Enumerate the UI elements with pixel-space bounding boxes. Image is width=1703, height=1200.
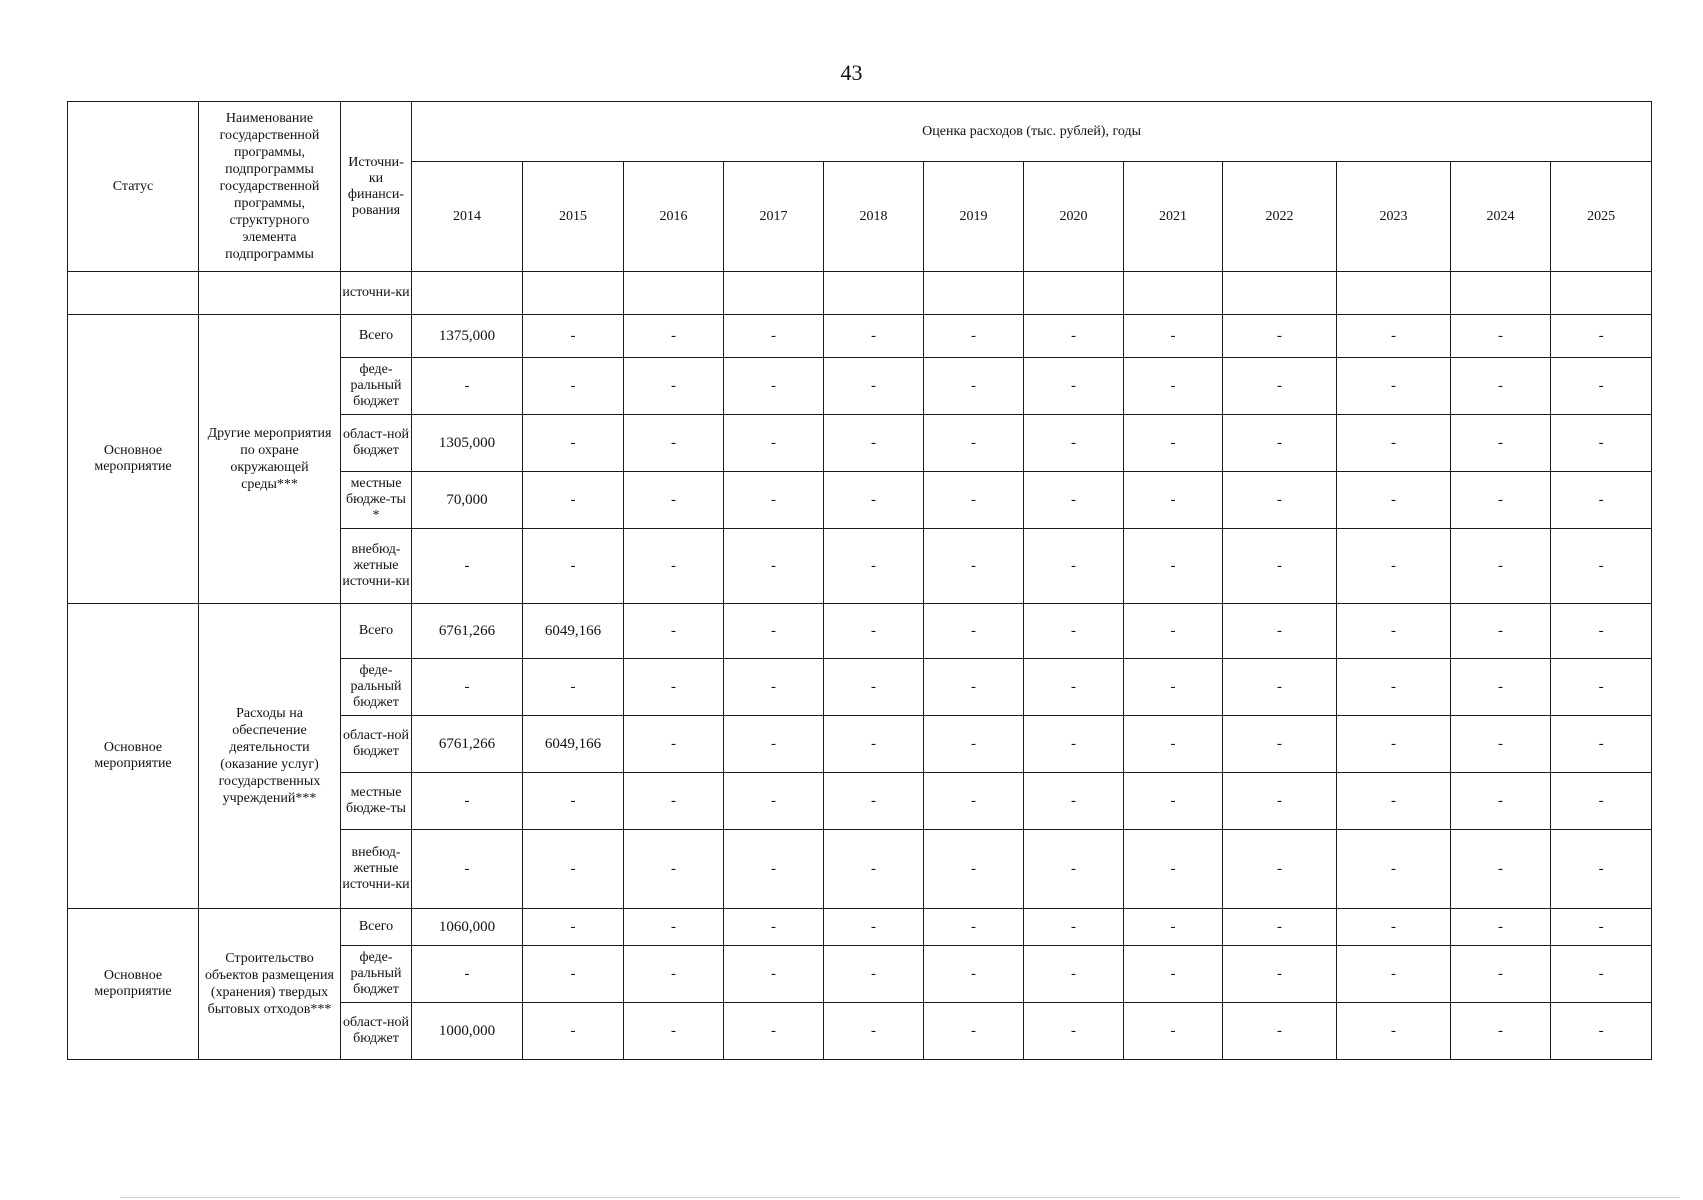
- value-cell: -: [1337, 716, 1451, 773]
- funding-source-cell: Всего: [341, 604, 412, 659]
- value-cell: -: [624, 358, 724, 415]
- value-cell: -: [724, 604, 824, 659]
- value-cell: 6761,266: [412, 604, 523, 659]
- header-program-name: Наименование государственной программы, подпрограммы государственной программы, структурного элемента подпрограммы: [199, 102, 341, 272]
- value-cell: -: [1451, 472, 1551, 529]
- value-cell: 1000,000: [412, 1003, 523, 1060]
- value-cell: -: [1551, 529, 1652, 604]
- header-year: 2021: [1124, 162, 1223, 272]
- header-year: 2015: [523, 162, 624, 272]
- value-cell: -: [1451, 1003, 1551, 1060]
- value-cell: -: [1451, 604, 1551, 659]
- value-cell: 1375,000: [412, 315, 523, 358]
- header-year: 2014: [412, 162, 523, 272]
- value-cell: -: [1451, 659, 1551, 716]
- value-cell: -: [924, 315, 1024, 358]
- value-cell: [1024, 272, 1124, 315]
- value-cell: -: [1337, 604, 1451, 659]
- value-cell: -: [523, 358, 624, 415]
- table-row: [68, 315, 1652, 358]
- value-cell: -: [1024, 659, 1124, 716]
- value-cell: -: [412, 830, 523, 909]
- value-cell: -: [523, 773, 624, 830]
- value-cell: -: [724, 315, 824, 358]
- funding-source-cell: област-ной бюджет: [341, 415, 412, 472]
- value-cell: [1337, 272, 1451, 315]
- header-status: Статус: [68, 102, 199, 272]
- value-cell: -: [824, 716, 924, 773]
- value-cell: -: [1124, 659, 1223, 716]
- value-cell: -: [1223, 358, 1337, 415]
- value-cell: -: [824, 472, 924, 529]
- header-funding-source: Источни-ки финанси-рования: [341, 102, 412, 272]
- value-cell: -: [1124, 909, 1223, 946]
- budget-table: [67, 101, 1652, 1060]
- value-cell: -: [924, 909, 1024, 946]
- value-cell: -: [523, 472, 624, 529]
- value-cell: -: [1551, 773, 1652, 830]
- value-cell: -: [1337, 946, 1451, 1003]
- value-cell: -: [1451, 773, 1551, 830]
- value-cell: -: [924, 1003, 1024, 1060]
- value-cell: 1305,000: [412, 415, 523, 472]
- value-cell: -: [924, 946, 1024, 1003]
- program-name-cell: Строительство объектов размещения (хранения) твердых бытовых отходов***: [199, 909, 341, 1060]
- value-cell: 6049,166: [523, 716, 624, 773]
- value-cell: -: [1337, 315, 1451, 358]
- value-cell: 70,000: [412, 472, 523, 529]
- value-cell: -: [1024, 604, 1124, 659]
- value-cell: -: [1451, 358, 1551, 415]
- value-cell: -: [1551, 315, 1652, 358]
- budget-table-container: [67, 101, 1651, 1060]
- value-cell: -: [1124, 604, 1223, 659]
- value-cell: -: [1124, 315, 1223, 358]
- value-cell: [1124, 272, 1223, 315]
- value-cell: -: [724, 773, 824, 830]
- value-cell: -: [1124, 716, 1223, 773]
- value-cell: -: [1451, 529, 1551, 604]
- value-cell: -: [624, 946, 724, 1003]
- table-body: [68, 272, 1652, 1060]
- value-cell: -: [624, 472, 724, 529]
- value-cell: -: [824, 415, 924, 472]
- value-cell: -: [724, 358, 824, 415]
- value-cell: -: [1551, 946, 1652, 1003]
- value-cell: [624, 272, 724, 315]
- value-cell: -: [924, 415, 1024, 472]
- value-cell: -: [624, 659, 724, 716]
- value-cell: -: [824, 830, 924, 909]
- value-cell: -: [1124, 830, 1223, 909]
- header-year: 2025: [1551, 162, 1652, 272]
- value-cell: [1223, 272, 1337, 315]
- value-cell: -: [1024, 1003, 1124, 1060]
- value-cell: -: [1551, 604, 1652, 659]
- value-cell: -: [824, 659, 924, 716]
- value-cell: -: [1024, 773, 1124, 830]
- value-cell: -: [1451, 946, 1551, 1003]
- value-cell: -: [924, 659, 1024, 716]
- status-cell: Основное мероприятие: [68, 909, 199, 1060]
- value-cell: -: [412, 773, 523, 830]
- value-cell: -: [1551, 909, 1652, 946]
- funding-source-cell: внебюд-жетные источни-ки: [341, 529, 412, 604]
- value-cell: -: [1223, 529, 1337, 604]
- value-cell: -: [1024, 946, 1124, 1003]
- value-cell: -: [824, 1003, 924, 1060]
- value-cell: -: [412, 946, 523, 1003]
- value-cell: [824, 272, 924, 315]
- value-cell: -: [1223, 1003, 1337, 1060]
- value-cell: -: [1024, 415, 1124, 472]
- funding-source-cell: феде-ральный бюджет: [341, 946, 412, 1003]
- value-cell: -: [624, 909, 724, 946]
- value-cell: -: [1451, 830, 1551, 909]
- value-cell: -: [724, 1003, 824, 1060]
- value-cell: -: [624, 773, 724, 830]
- value-cell: [412, 272, 523, 315]
- header-year: 2017: [724, 162, 824, 272]
- value-cell: -: [1223, 716, 1337, 773]
- value-cell: -: [624, 716, 724, 773]
- value-cell: 6049,166: [523, 604, 624, 659]
- value-cell: -: [924, 358, 1024, 415]
- funding-source-cell: внебюд-жетные источни-ки: [341, 830, 412, 909]
- value-cell: -: [1223, 659, 1337, 716]
- header-year: 2016: [624, 162, 724, 272]
- value-cell: -: [1024, 909, 1124, 946]
- funding-source-cell: област-ной бюджет: [341, 716, 412, 773]
- program-name-cell: [199, 272, 341, 315]
- funding-source-cell: Всего: [341, 909, 412, 946]
- value-cell: -: [1024, 315, 1124, 358]
- value-cell: -: [1337, 358, 1451, 415]
- value-cell: [1551, 272, 1652, 315]
- value-cell: -: [824, 358, 924, 415]
- value-cell: -: [624, 315, 724, 358]
- value-cell: -: [624, 1003, 724, 1060]
- value-cell: -: [1024, 358, 1124, 415]
- scan-artifact-line: [120, 1197, 1680, 1198]
- header-year: 2018: [824, 162, 924, 272]
- value-cell: -: [624, 415, 724, 472]
- value-cell: -: [1337, 659, 1451, 716]
- value-cell: -: [824, 315, 924, 358]
- status-cell: Основное мероприятие: [68, 604, 199, 909]
- value-cell: -: [924, 604, 1024, 659]
- value-cell: -: [1551, 415, 1652, 472]
- value-cell: -: [1337, 773, 1451, 830]
- value-cell: -: [924, 773, 1024, 830]
- value-cell: -: [1337, 830, 1451, 909]
- value-cell: -: [1451, 415, 1551, 472]
- value-cell: -: [1551, 1003, 1652, 1060]
- value-cell: -: [1451, 909, 1551, 946]
- value-cell: -: [1551, 659, 1652, 716]
- value-cell: [523, 272, 624, 315]
- value-cell: -: [1337, 472, 1451, 529]
- value-cell: -: [1223, 830, 1337, 909]
- status-cell: Основное мероприятие: [68, 315, 199, 604]
- value-cell: 1060,000: [412, 909, 523, 946]
- funding-source-cell: местные бюдже-ты: [341, 773, 412, 830]
- value-cell: -: [1124, 1003, 1223, 1060]
- value-cell: -: [412, 358, 523, 415]
- value-cell: -: [1024, 472, 1124, 529]
- header-year: 2019: [924, 162, 1024, 272]
- value-cell: -: [824, 529, 924, 604]
- funding-source-cell: феде-ральный бюджет: [341, 358, 412, 415]
- value-cell: -: [724, 909, 824, 946]
- value-cell: -: [523, 659, 624, 716]
- value-cell: -: [1551, 716, 1652, 773]
- value-cell: -: [924, 472, 1024, 529]
- header-year: 2024: [1451, 162, 1551, 272]
- table-row: [68, 604, 1652, 659]
- value-cell: -: [1451, 315, 1551, 358]
- value-cell: -: [1124, 358, 1223, 415]
- value-cell: -: [412, 659, 523, 716]
- value-cell: -: [523, 830, 624, 909]
- value-cell: -: [724, 472, 824, 529]
- value-cell: -: [724, 659, 824, 716]
- value-cell: -: [1024, 529, 1124, 604]
- value-cell: -: [824, 773, 924, 830]
- continuation-row: [68, 272, 1652, 315]
- value-cell: -: [1337, 909, 1451, 946]
- value-cell: -: [724, 946, 824, 1003]
- value-cell: -: [523, 415, 624, 472]
- value-cell: -: [924, 529, 1024, 604]
- value-cell: -: [1337, 529, 1451, 604]
- value-cell: -: [1551, 472, 1652, 529]
- funding-source-cell: феде-ральный бюджет: [341, 659, 412, 716]
- value-cell: [1451, 272, 1551, 315]
- value-cell: -: [724, 415, 824, 472]
- value-cell: -: [724, 529, 824, 604]
- value-cell: -: [1024, 716, 1124, 773]
- header-year: 2023: [1337, 162, 1451, 272]
- value-cell: -: [1337, 1003, 1451, 1060]
- funding-source-cell: местные бюдже-ты *: [341, 472, 412, 529]
- funding-source-cell: источни-ки: [341, 272, 412, 315]
- value-cell: -: [523, 529, 624, 604]
- value-cell: -: [1223, 315, 1337, 358]
- value-cell: -: [624, 529, 724, 604]
- program-name-cell: Другие мероприятия по охране окружающей среды***: [199, 315, 341, 604]
- header-year: 2022: [1223, 162, 1337, 272]
- value-cell: -: [1223, 946, 1337, 1003]
- value-cell: -: [724, 830, 824, 909]
- page-number: 43: [840, 60, 863, 85]
- value-cell: -: [624, 830, 724, 909]
- value-cell: -: [1223, 472, 1337, 529]
- value-cell: -: [1024, 830, 1124, 909]
- value-cell: -: [1223, 415, 1337, 472]
- value-cell: -: [412, 529, 523, 604]
- value-cell: -: [1124, 529, 1223, 604]
- header-expense-estimate: Оценка расходов (тыс. рублей), годы: [412, 102, 1652, 162]
- value-cell: -: [1451, 716, 1551, 773]
- value-cell: -: [1223, 604, 1337, 659]
- value-cell: -: [1551, 830, 1652, 909]
- table-row: [68, 909, 1652, 946]
- value-cell: -: [824, 946, 924, 1003]
- table-header: [68, 102, 1652, 272]
- value-cell: -: [1124, 773, 1223, 830]
- value-cell: -: [1223, 773, 1337, 830]
- value-cell: -: [1337, 415, 1451, 472]
- funding-source-cell: Всего: [341, 315, 412, 358]
- value-cell: -: [724, 716, 824, 773]
- value-cell: -: [824, 604, 924, 659]
- value-cell: -: [523, 1003, 624, 1060]
- value-cell: -: [924, 716, 1024, 773]
- value-cell: -: [1124, 946, 1223, 1003]
- funding-source-cell: област-ной бюджет: [341, 1003, 412, 1060]
- header-year: 2020: [1024, 162, 1124, 272]
- value-cell: -: [523, 946, 624, 1003]
- value-cell: -: [624, 604, 724, 659]
- program-name-cell: Расходы на обеспечение деятельности (оказание услуг) государственных учреждений***: [199, 604, 341, 909]
- value-cell: -: [1124, 415, 1223, 472]
- status-cell: [68, 272, 199, 315]
- value-cell: -: [924, 830, 1024, 909]
- value-cell: -: [523, 909, 624, 946]
- value-cell: -: [1551, 358, 1652, 415]
- value-cell: [924, 272, 1024, 315]
- value-cell: 6761,266: [412, 716, 523, 773]
- value-cell: -: [1124, 472, 1223, 529]
- value-cell: -: [824, 909, 924, 946]
- value-cell: [724, 272, 824, 315]
- value-cell: -: [1223, 909, 1337, 946]
- value-cell: -: [523, 315, 624, 358]
